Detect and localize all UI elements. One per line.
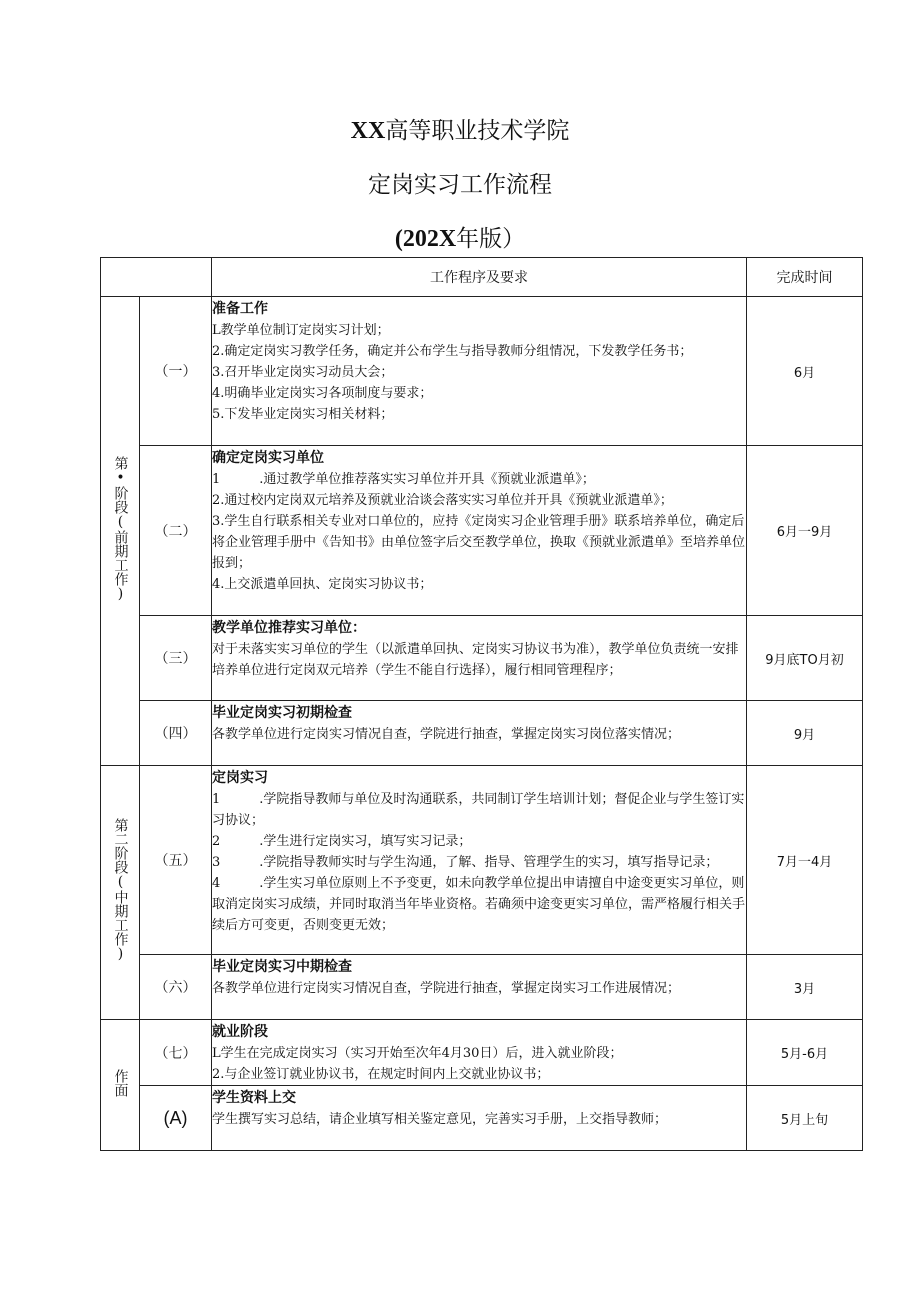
step-time: 5月-6月 — [747, 1020, 863, 1086]
step-content — [212, 1020, 747, 1086]
header-procedure: 工作程序及要求 — [212, 258, 747, 297]
table-row — [101, 766, 863, 955]
step-line: 2.确定定岗实习教学任务，确定并公布学生与指导教师分组情况，下发教学任务书； — [212, 344, 693, 359]
step-heading: 定岗实习 — [212, 770, 268, 786]
document-title — [0, 112, 920, 145]
table-row — [101, 1020, 863, 1086]
table-row — [101, 701, 863, 766]
step-number: （二） — [140, 446, 212, 616]
step-line: 各教学单位进行定岗实习情况自查，学院进行抽查，掌握定岗实习岗位落实情况； — [212, 727, 681, 742]
step-line: 各教学单位进行定岗实习情况自查，学院进行抽查，掌握定岗实习工作进展情况； — [212, 981, 681, 996]
stage-label-1: 第•阶段(前期工作) — [101, 297, 140, 766]
edition-open: ( — [394, 226, 403, 252]
table-row — [101, 955, 863, 1020]
table-row — [101, 1086, 863, 1151]
edition-rest: 年版） — [456, 226, 526, 252]
step-line: 1 .通过教学单位推荐落实实习单位并开具《预就业派遣单》； — [212, 472, 595, 487]
step-line: 4.上交派遣单回执、定岗实习协议书； — [212, 577, 433, 592]
step-line: 4.明确毕业定岗实习各项制度与要求； — [212, 386, 433, 401]
step-line: 1 .学院指导教师与单位及时沟通联系，共同制订学生培训计划；督促企业与学生签订实习协议； — [212, 792, 745, 828]
step-content — [212, 955, 747, 1020]
header-time: 完成时间 — [747, 258, 863, 297]
step-line: 5.下发毕业定岗实习相关材料； — [212, 407, 394, 422]
step-heading: 就业阶段 — [212, 1024, 268, 1040]
workflow-table — [100, 257, 863, 1151]
step-time: 5月上旬 — [747, 1086, 863, 1151]
step-line: 3.召开毕业定岗实习动员大会； — [212, 365, 394, 380]
step-heading: 学生资料上交 — [212, 1090, 296, 1106]
step-heading: 教学单位推荐实习单位： — [212, 620, 366, 636]
title-school-prefix: XX — [350, 118, 386, 144]
table-header-row — [101, 258, 863, 297]
step-number: （三） — [140, 616, 212, 701]
step-line: 3.学生自行联系相关专业对口单位的，应持《定岗实习企业管理手册》联系培养单位，确定后将企业管理手册中《告知书》由单位签字后交至教学单位，换取《预就业派遣单》至培养单位报到； — [212, 514, 746, 571]
step-time: 9月底TO月初 — [747, 616, 863, 701]
step-line: 学生撰写实习总结，请企业填写相关鉴定意见，完善实习手册，上交指导教师； — [212, 1112, 668, 1127]
step-time: 6月 — [747, 297, 863, 446]
step-content — [212, 701, 747, 766]
header-blank-cell — [101, 258, 212, 297]
step-number: (A) — [140, 1086, 212, 1151]
table-row — [101, 616, 863, 701]
step-content — [212, 297, 747, 446]
step-number: （一） — [140, 297, 212, 446]
stage-label-2: 第二阶段(中期工作) — [101, 766, 140, 1020]
step-line: 2.与企业签订就业协议书，在规定时间内上交就业协议书； — [212, 1067, 550, 1082]
step-time: 9月 — [747, 701, 863, 766]
step-heading: 准备工作 — [212, 301, 268, 317]
step-line: 2.通过校内定岗双元培养及预就业洽谈会落实实习单位并开具《预就业派遣单》； — [212, 493, 673, 508]
step-time: 7月一4月 — [747, 766, 863, 955]
step-time: 6月一9月 — [747, 446, 863, 616]
step-line: 3 .学院指导教师实时与学生沟通，了解、指导、管理学生的实习，填写指导记录； — [212, 855, 719, 870]
step-content — [212, 616, 747, 701]
step-line: 2 .学生进行定岗实习，填写实习记录； — [212, 834, 472, 849]
table-row — [101, 297, 863, 446]
stage-label-3: 作面 — [101, 1020, 140, 1151]
step-time: 3月 — [747, 955, 863, 1020]
step-line: 4 .学生实习单位原则上不予变更，如未向教学单位提出申请擅自中途变更实习单位，则取消定岗实习成绩，并同时取消当年毕业资格。若确须中途变更实习单位，需严格履行相关手续后方可变更，否则变更无效； — [212, 876, 746, 933]
title-school-name: 高等职业技术学院 — [385, 118, 570, 144]
step-number: （四） — [140, 701, 212, 766]
step-heading: 毕业定岗实习初期检查 — [212, 705, 352, 721]
step-line: L学生在完成定岗实习（实习开始至次年4月30日）后，进入就业阶段； — [212, 1046, 623, 1061]
step-content — [212, 1086, 747, 1151]
step-line: L教学单位制订定岗实习计划； — [212, 323, 390, 338]
step-heading: 确定定岗实习单位 — [212, 450, 324, 466]
document-edition — [0, 220, 920, 253]
step-number: （六） — [140, 955, 212, 1020]
edition-year: 202X — [402, 226, 457, 252]
step-heading: 毕业定岗实习中期检查 — [212, 959, 352, 975]
step-line: 对于未落实实习单位的学生（以派遣单回执、定岗实习协议书为准），教学单位负责统一安排培养单位进行定岗双元培养（学生不能自行选择），履行相同管理程序； — [212, 642, 739, 678]
document-subtitle: 定岗实习工作流程 — [368, 172, 552, 198]
step-content — [212, 766, 747, 955]
table-row — [101, 446, 863, 616]
step-number: （七） — [140, 1020, 212, 1086]
step-content — [212, 446, 747, 616]
step-number: （五） — [140, 766, 212, 955]
